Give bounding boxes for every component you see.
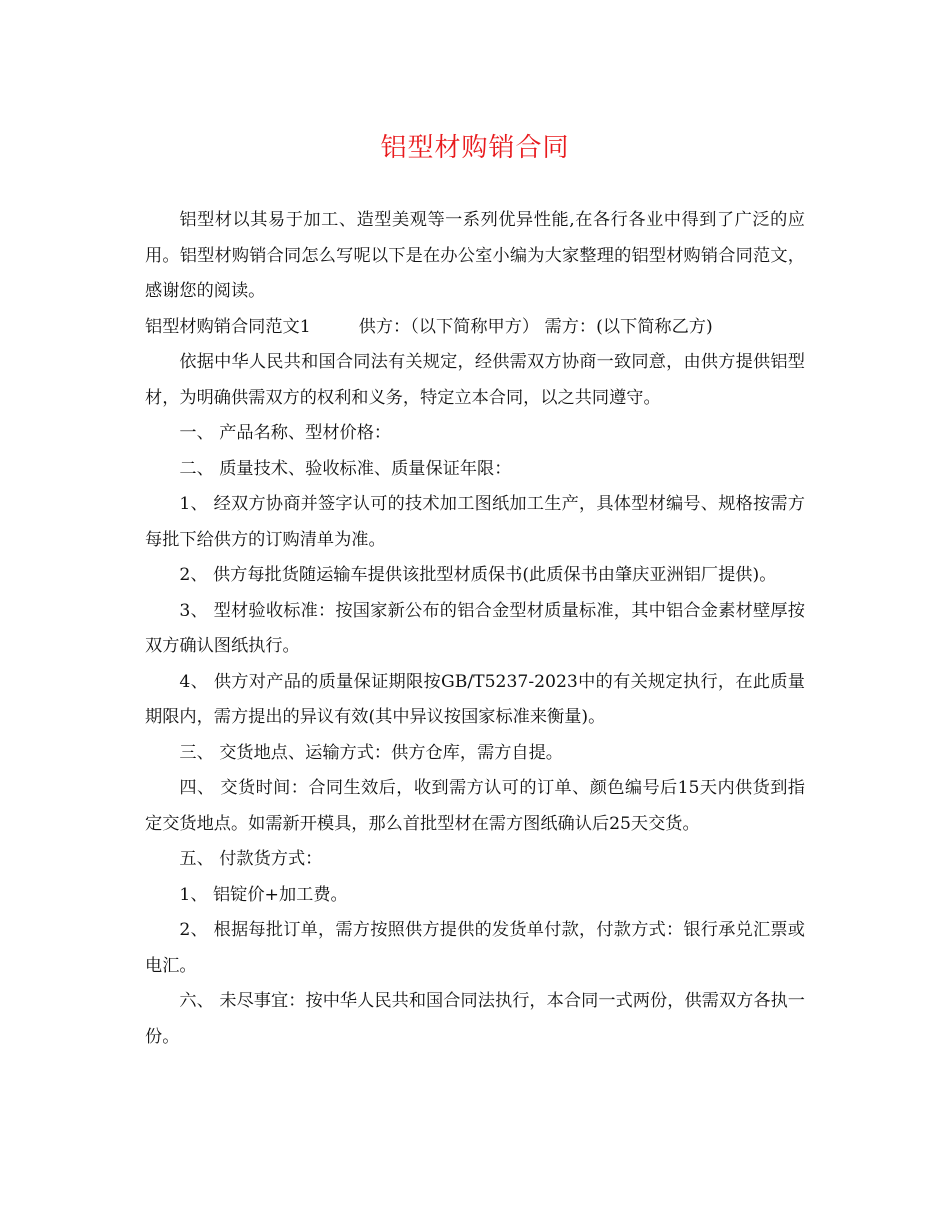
- clause-2-item-4: 4、 供方对产品的质量保证期限按GB/T5237-2023中的有关规定执行，在此质量期限内，需方提出的异议有效(其中异议按国家标准来衡量)。: [145, 671, 805, 727]
- clause-4: 四、 交货时间：合同生效后，收到需方认可的订单、颜色编号后15天内供货到指定交货地点。如需新开模具，那么首批型材在需方图纸确认后25天交货。: [145, 778, 805, 834]
- clause-1-heading: 一、 产品名称、型材价格：: [179, 423, 392, 443]
- sample-heading-line: [145, 310, 805, 346]
- clause-3: 三、 交货地点、运输方式：供方仓库，需方自提。: [179, 742, 563, 763]
- intro-paragraph: 铝型材以其易于加工、造型美观等一系列优异性能,在各行各业中得到了广泛的应用。铝型材购销合同怎么写呢以下是在办公室小编为大家整理的铝型材购销合同范文，感谢您的阅读。: [145, 210, 805, 301]
- sample-heading-label: 铝型材购销合同范文1: [145, 316, 311, 337]
- preamble-paragraph: 依据中华人民共和国合同法有关规定，经供需双方协商一致同意，由供方提供铝型材，为明确供需双方的权利和义务，特定立本合同，以之共同遵守。: [145, 352, 805, 408]
- clause-2-item-2: 2、 供方每批货随运输车提供该批型材质保书(此质保书由肇庆亚洲铝厂提供)。: [179, 565, 777, 585]
- clause-2-item-3: 3、 型材验收标准：按国家新公布的铝合金型材质量标准，其中铝合金素材壁厚按双方确认图纸执行。: [145, 600, 805, 656]
- clause-6: 六、 未尽事宜：按中华人民共和国合同法执行，本合同一式两份，供需双方各执一份。: [145, 991, 805, 1047]
- clause-2-heading: 二、 质量技术、验收标准、质量保证年限：: [179, 458, 512, 479]
- sample-heading-parties: 供方：（以下简称甲方） 需方：(以下简称乙方): [358, 316, 713, 337]
- document-body: [145, 203, 805, 1055]
- clause-5-heading: 五、 付款货方式：: [179, 849, 323, 869]
- clause-2-item-1: 1、 经双方协商并签字认可的技术加工图纸加工生产，具体型材编号、规格按需方每批下给供方的订购清单为准。: [145, 494, 805, 550]
- clause-5-item-2: 2、 根据每批订单，需方按照供方提供的发货单付款，付款方式：银行承兑汇票或电汇。: [145, 920, 805, 976]
- document-title: 铝型材购销合同: [380, 133, 570, 163]
- clause-5-item-1: 1、 铝锭价+加工费。: [179, 884, 348, 905]
